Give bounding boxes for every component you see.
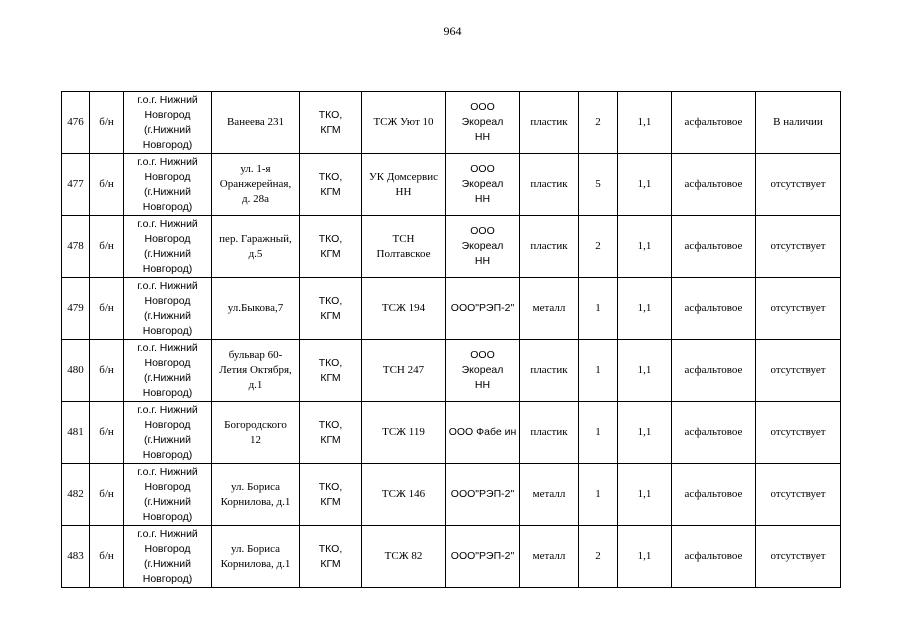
cell-owner: ТСЖ 119 <box>362 402 446 464</box>
cell-fence: отсутствует <box>756 340 841 402</box>
cell-municipality: г.о.г. Нижний Новгород (г.Нижний Новгород) <box>124 278 212 340</box>
cell-container-volume: 1,1 <box>618 278 672 340</box>
cell-operator: ООО"РЭП-2" <box>446 278 520 340</box>
cell-fence: отсутствует <box>756 278 841 340</box>
cell-operator: ООО"РЭП-2" <box>446 464 520 526</box>
cell-waste-type: ТКО, КГМ <box>300 526 362 588</box>
cell-container-volume: 1,1 <box>618 216 672 278</box>
cell-owner: ТСН 247 <box>362 340 446 402</box>
cell-address: пер. Гаражный, д.5 <box>212 216 300 278</box>
cell-fence: отсутствует <box>756 526 841 588</box>
cell-number: 477 <box>62 154 90 216</box>
cell-operator: ООО Фабе ин <box>446 402 520 464</box>
cell-fence: отсутствует <box>756 402 841 464</box>
cell-surface-type: асфальтовое <box>672 216 756 278</box>
cell-number: 482 <box>62 464 90 526</box>
cell-municipality: г.о.г. Нижний Новгород (г.Нижний Новгород) <box>124 154 212 216</box>
cell-container-material: металл <box>520 526 579 588</box>
cell-container-count: 1 <box>579 278 618 340</box>
cell-owner: ТСН Полтавское <box>362 216 446 278</box>
cell-registry-number: б/н <box>90 340 124 402</box>
table-row <box>62 92 841 154</box>
table-row <box>62 278 841 340</box>
cell-number: 480 <box>62 340 90 402</box>
cell-registry-number: б/н <box>90 278 124 340</box>
cell-number: 481 <box>62 402 90 464</box>
table-row <box>62 464 841 526</box>
table-row <box>62 340 841 402</box>
cell-number: 476 <box>62 92 90 154</box>
cell-fence: отсутствует <box>756 154 841 216</box>
cell-address: ул. Бориса Корнилова, д.1 <box>212 464 300 526</box>
cell-container-material: пластик <box>520 154 579 216</box>
cell-registry-number: б/н <box>90 464 124 526</box>
cell-container-material: пластик <box>520 92 579 154</box>
cell-owner: УК Домсервис НН <box>362 154 446 216</box>
cell-container-volume: 1,1 <box>618 464 672 526</box>
cell-container-material: металл <box>520 278 579 340</box>
cell-waste-type: ТКО, КГМ <box>300 154 362 216</box>
table-row <box>62 526 841 588</box>
cell-operator: ООО"РЭП-2" <box>446 526 520 588</box>
cell-surface-type: асфальтовое <box>672 154 756 216</box>
cell-fence: отсутствует <box>756 464 841 526</box>
cell-waste-type: ТКО, КГМ <box>300 92 362 154</box>
cell-address: ул. Бориса Корнилова, д.1 <box>212 526 300 588</box>
cell-container-count: 1 <box>579 340 618 402</box>
cell-number: 478 <box>62 216 90 278</box>
cell-municipality: г.о.г. Нижний Новгород (г.Нижний Новгород) <box>124 340 212 402</box>
cell-registry-number: б/н <box>90 402 124 464</box>
cell-address: ул.Быкова,7 <box>212 278 300 340</box>
cell-fence: отсутствует <box>756 216 841 278</box>
table-row <box>62 154 841 216</box>
cell-operator: ООО Экореал НН <box>446 340 520 402</box>
cell-registry-number: б/н <box>90 154 124 216</box>
cell-container-count: 5 <box>579 154 618 216</box>
cell-municipality: г.о.г. Нижний Новгород (г.Нижний Новгород) <box>124 464 212 526</box>
cell-waste-type: ТКО, КГМ <box>300 402 362 464</box>
table-row <box>62 402 841 464</box>
cell-waste-type: ТКО, КГМ <box>300 340 362 402</box>
cell-municipality: г.о.г. Нижний Новгород (г.Нижний Новгород) <box>124 92 212 154</box>
cell-surface-type: асфальтовое <box>672 464 756 526</box>
cell-waste-type: ТКО, КГМ <box>300 464 362 526</box>
cell-registry-number: б/н <box>90 526 124 588</box>
cell-address: Ванеева 231 <box>212 92 300 154</box>
cell-container-volume: 1,1 <box>618 154 672 216</box>
table-row <box>62 216 841 278</box>
cell-operator: ООО Экореал НН <box>446 216 520 278</box>
registry-table <box>61 91 841 588</box>
cell-municipality: г.о.г. Нижний Новгород (г.Нижний Новгород) <box>124 216 212 278</box>
cell-registry-number: б/н <box>90 92 124 154</box>
cell-operator: ООО Экореал НН <box>446 92 520 154</box>
cell-container-volume: 1,1 <box>618 92 672 154</box>
cell-surface-type: асфальтовое <box>672 278 756 340</box>
cell-surface-type: асфальтовое <box>672 340 756 402</box>
cell-address: Богородского 12 <box>212 402 300 464</box>
cell-container-material: пластик <box>520 216 579 278</box>
cell-container-count: 2 <box>579 92 618 154</box>
cell-registry-number: б/н <box>90 216 124 278</box>
cell-owner: ТСЖ 82 <box>362 526 446 588</box>
cell-container-count: 1 <box>579 402 618 464</box>
cell-container-count: 1 <box>579 464 618 526</box>
cell-surface-type: асфальтовое <box>672 92 756 154</box>
cell-municipality: г.о.г. Нижний Новгород (г.Нижний Новгород) <box>124 402 212 464</box>
cell-container-count: 2 <box>579 526 618 588</box>
table-body <box>62 92 841 588</box>
cell-municipality: г.о.г. Нижний Новгород (г.Нижний Новгород) <box>124 526 212 588</box>
cell-owner: ТСЖ Уют 10 <box>362 92 446 154</box>
cell-container-material: пластик <box>520 340 579 402</box>
cell-container-material: пластик <box>520 402 579 464</box>
cell-container-volume: 1,1 <box>618 526 672 588</box>
cell-address: ул. 1-я Оранжерейная, д. 28а <box>212 154 300 216</box>
cell-waste-type: ТКО, КГМ <box>300 216 362 278</box>
cell-owner: ТСЖ 146 <box>362 464 446 526</box>
cell-surface-type: асфальтовое <box>672 402 756 464</box>
cell-waste-type: ТКО, КГМ <box>300 278 362 340</box>
page-number: 964 <box>443 24 462 38</box>
cell-operator: ООО Экореал НН <box>446 154 520 216</box>
cell-number: 483 <box>62 526 90 588</box>
cell-fence: В наличии <box>756 92 841 154</box>
cell-container-count: 2 <box>579 216 618 278</box>
cell-owner: ТСЖ 194 <box>362 278 446 340</box>
cell-container-material: металл <box>520 464 579 526</box>
cell-number: 479 <box>62 278 90 340</box>
cell-address: бульвар 60- Летия Октября, д.1 <box>212 340 300 402</box>
cell-surface-type: асфальтовое <box>672 526 756 588</box>
cell-container-volume: 1,1 <box>618 340 672 402</box>
cell-container-volume: 1,1 <box>618 402 672 464</box>
